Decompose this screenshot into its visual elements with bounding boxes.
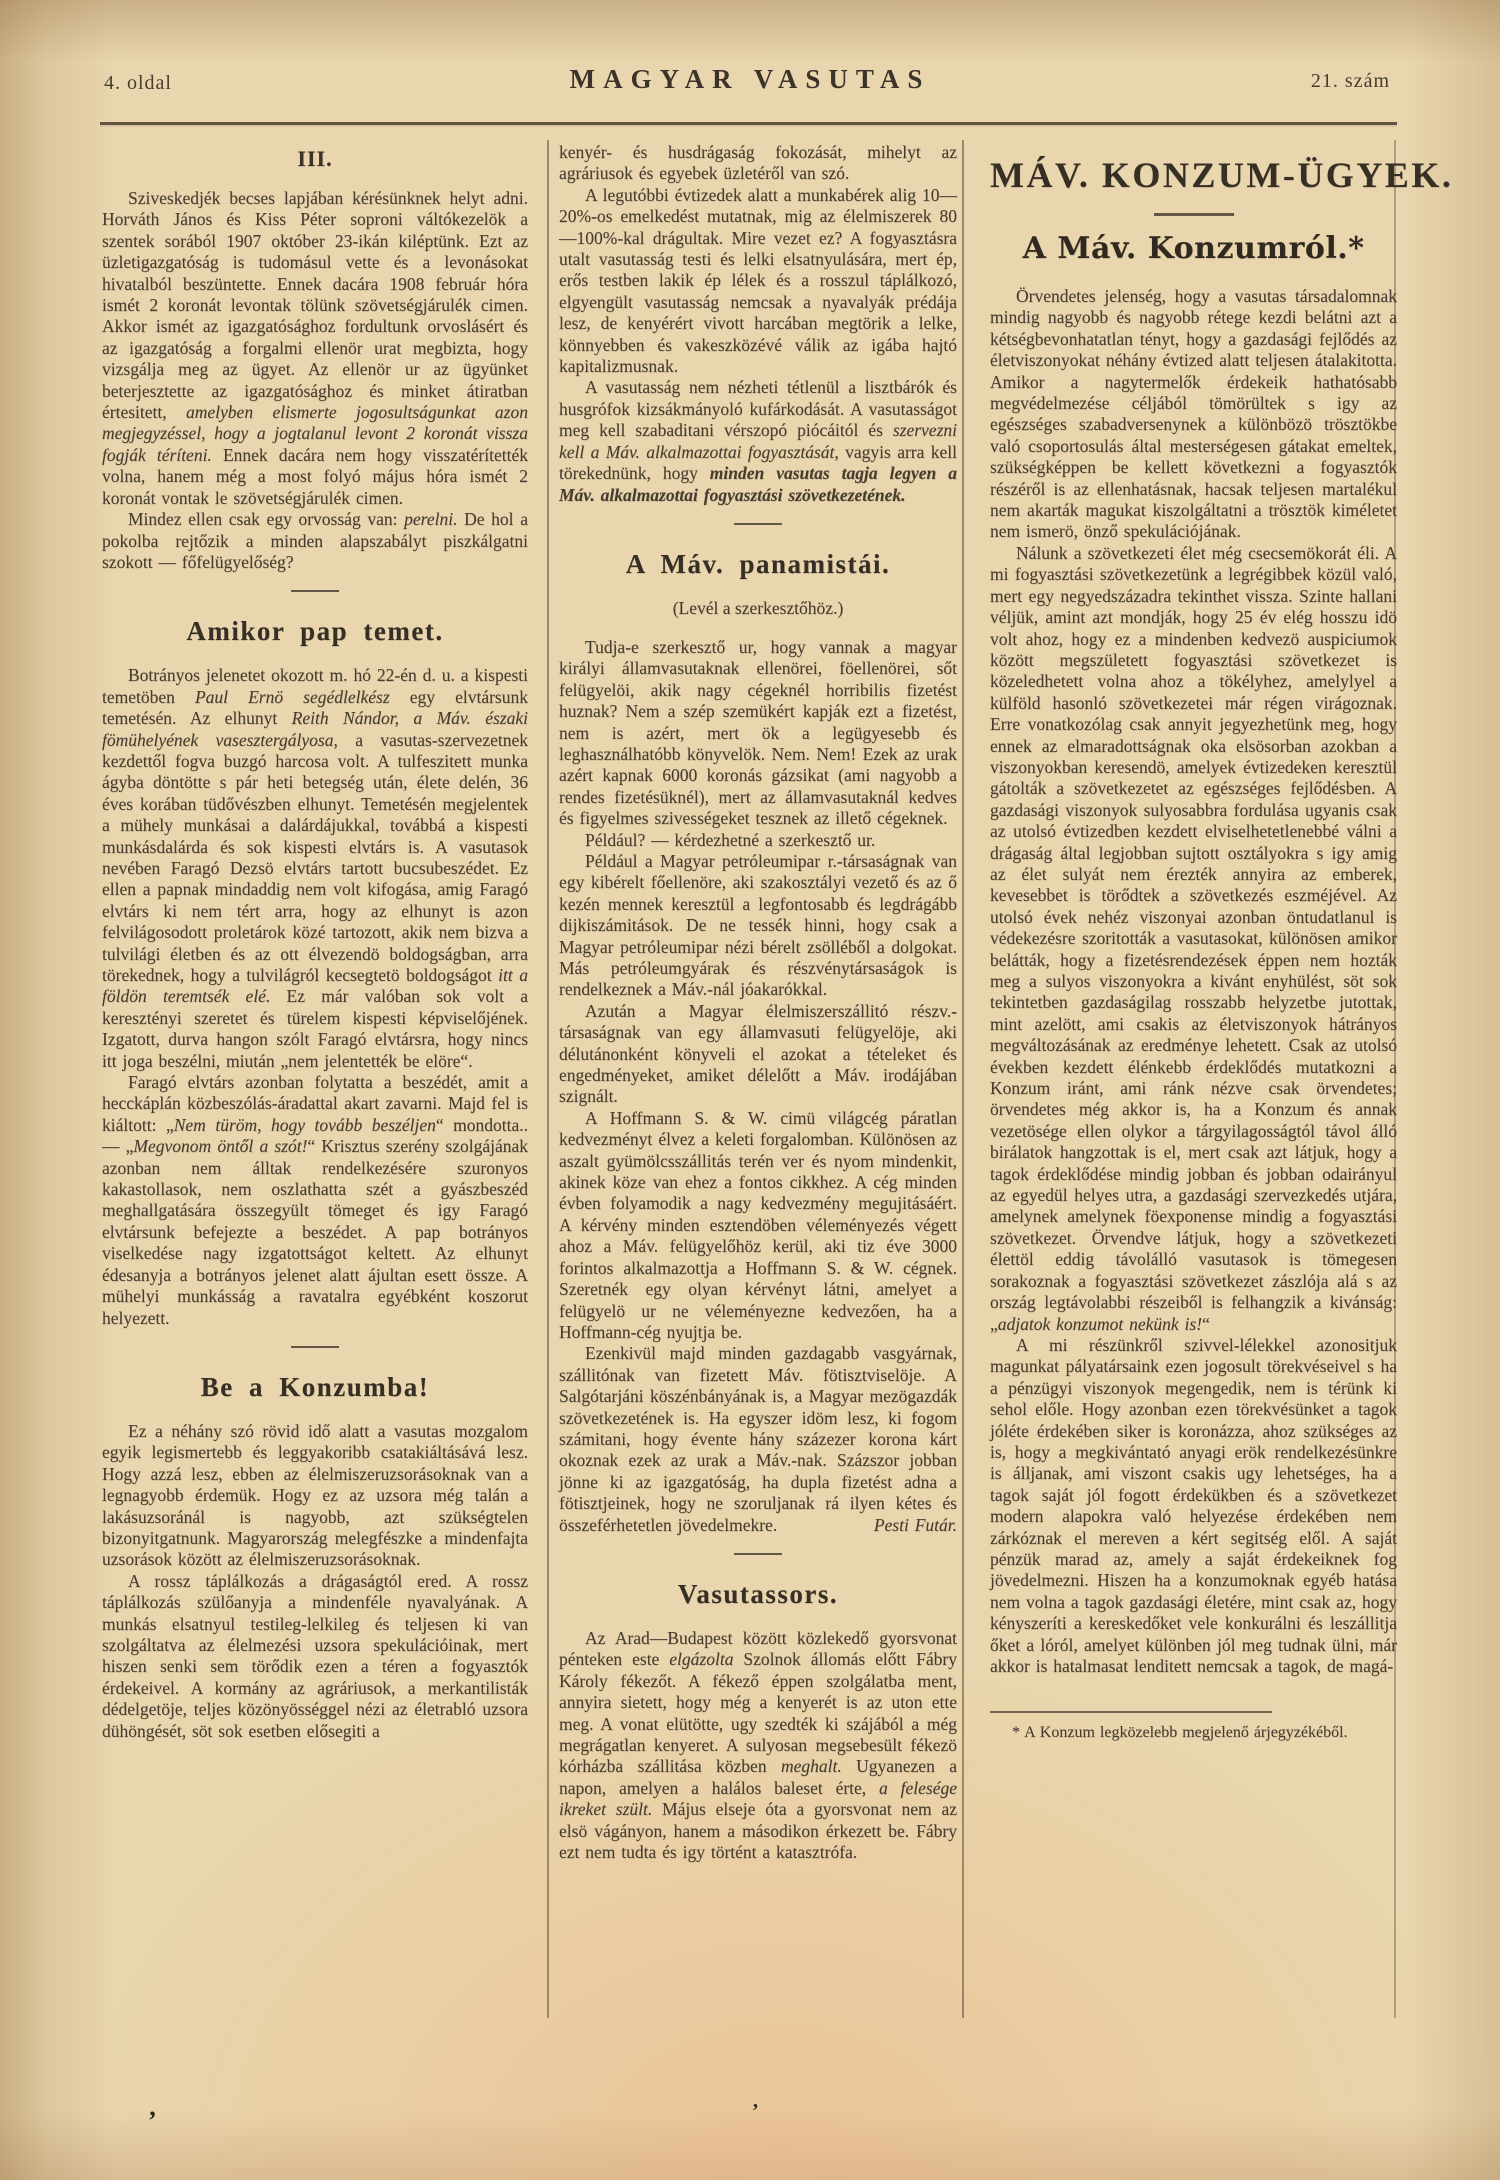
paragraph: Például? — kérdezhetné a szerkesztő ur. — [585, 829, 876, 850]
attribution: Pesti Futár. — [873, 1514, 957, 1535]
paragraph: Az Arad—Budapest között közlekedő gyorsvonat pénteken este elgázolta Szolnok állomás előtt Fábry Károly fékezőt. A fékező éppen szolgálatba ment, annyira sietett, hogy még a kenyerét is az uton ette meg. A vonat elütötte, ugy szedték ki szájából a még megrágatlan kenyeret. A sulyosan megsebesült fékezö kórházba szállitása közben meghalt. Ugyanezen a napon, amelyen a halálos baleset érte, a felesége ikreket szült. Május elseje óta a gyorsvonat nem az elsö vágányon, hanem a másodikon érkezett be. Fábry ezt nem tudta és igy történt a katasztrófa. — [559, 1627, 957, 1863]
paragraph: Azután a Magyar élelmiszerszállitó részv.-társaságnak van egy államvasuti felügyelöje, aki délutánonként könyveli el azokat a tételeket és engedményeket, amiket délelőtt a Máv. irodájában szignált. — [559, 1000, 957, 1107]
print-artifact: ’ — [752, 2100, 759, 2122]
header-rule — [100, 122, 1397, 125]
column-middle — [559, 142, 957, 1863]
paragraph: A Hoffmann S. & W. cimü világcég páratlan kedvezményt élvez a keleti forgalomban. Különösen az aszalt gyümölcsszállitás terén ver és nyom mindenkit, akinek köze van ehez a fontos cikkhez. A cég minden évben folyamodik a nagy kedvezmény megujitásáért. A kérvény minden esztendöben véleményezés végett ahoz a Máv. felügyelőhöz kerül, aki tiz éve 3000 forintos alkalmazottja a Hoffmann S. & W. cégnek. Szeretnék egy olyan kérvényt látni, amelyet a felügyelö ur ne véleményezne kedvezően, ha a Hoffmann-cég nyujtja be. — [559, 1107, 957, 1342]
fat-heading: A Máv. Konzumról.* — [1022, 231, 1365, 266]
main-heading: MÁV. KONZUM-ÜGYEK. — [990, 155, 1454, 195]
paragraph: Tudja-e szerkesztő ur, hogy vannak a magyar királyi államvasutaknak ellenörei, föellenörei, sőt felügyelöi, akik nagy cégeknél horribilis fizetést huznak? Nem a szép szemükért kapják ezt a fizetést, nem is azért, mert ök a legügyesebb és leghasználhatóbb könyvelök. Nem. Nem! Ezek az urak azért kapnak 6000 koronás gázsikat (ami nagyobb a rendes fizetésüknél), mert az államvasutaknál kedves és figyelmes szivességeket tesznek az illető cégeknek. — [559, 636, 957, 829]
paragraph: Faragó elvtárs azonban folytatta a beszédét, amit a hecckáplán közbeszólás-áradattal akart zavarni. Majd fel is kiáltott: „Nem türöm, hogy tovább beszéljen“ mondotta.. — „Megvonom öntől a szót!“ Krisztus szerény szolgájának azonban nem álltak rendelkezésére szuronyos kakastollasok, nem oszlathatta szét a gyászbeszéd meghallgatására összegyült tömeget és igy Faragó elvtársunk befejezte a beszédet. A pap botrányos viselkedése nagy izgatottságot keltett. Az elhunyt édesanyja a botrányos jelenet alatt ájultan esett össze. A mühelyi munkásság a ravatalra egyébként koszorut helyezett. — [102, 1072, 528, 1328]
paragraph: A vasutasság nem nézheti tétlenül a lisztbárók és husgrófok kizsákmányoló kufárkodását. A vasutasságot meg kell szabaditani vérszopó piócáitól és szervezni kell a Máv. alkalmazottai fogyasztását, vagyis arra kell törekednünk, hogy minden vasutas tagja legyen a Máv. alkalmazottai fogyasztási szövetkezetének. — [559, 377, 957, 505]
paragraph: Ez a néhány szó rövid idő alatt a vasutas mozgalom egyik legismertebb és leggyakoribb csatakiáltásává lesz. Hogy azzá lesz, ebben az élelmiszeruzsorásoknak van a legnagyobb érdemük. Hogy ez az uzsora még talán a lakásuzsoránál is nagyobb, azt szükségtelen bizonyitgatnunk. Magyarország melegfészke a mindenfajta uzsorások között az élelmiszeruzsorásoknak. — [102, 1420, 528, 1570]
separator — [734, 523, 782, 525]
paragraph: A legutóbbi évtizedek alatt a munkabérek alig 10—20%-os emelkedést mutatnak, mig az élelmiszerek 80—100%-kal drágultak. Mire vezet ez? A fogyasztásra utalt vasutasság testi és lelki elsatnyulására, mert ép, erős testben lakik ép lélek és a rosszul táplálkozó, elgyengült vasutasság nemcsak a nyavalyák prédája lesz, de kenyérért vivott harcában megtörik a lelke, könnyebben és vakeszközévé válik az igába hajtó kapitalizmusnak. — [559, 184, 957, 377]
paragraph: A rossz táplálkozás a drágaságtól ered. A rossz táplálkozás szülőanyja a mindenféle nyavalyának. A munkás elsatnyul testileg-lelkileg és teljesen ki van szolgáltatva az élelmezési uzsora spekulációinak, mert hiszen senki sem törődik ezen a téren a fogyasztók érdekeivel. A kormány az agráriusok, a merkantilisták dédelgetöje, teljes közönyösséggel nézi az életrabló uzsora dühöngését, söt sok esetben elősegiti a — [102, 1570, 528, 1741]
paragraph: Például a Magyar petróleumipar r.-társaságnak van egy kibérelt főellenöre, aki szakosztályi vezető és az ő kezén mennek keresztül a legfontosabb és legdrágább dijkiszámitások. De ne tessék hinni, hogy csak a Magyar petróleumipar nézi bérelt zsölléből a dolgokat. Más petróleumgyárak és részvénytársaságok is rendelkeznek a Máv.-nál jóakarókkal. — [559, 850, 957, 1000]
subheading: (Levél a szerkesztőhöz.) — [672, 597, 844, 618]
newspaper-title: MAGYAR VASUTAS — [569, 64, 931, 94]
paragraph: Nálunk a szövetkezeti élet még csecsemökorát éli. A mi fogyasztási szövetkezetünk a legrégibbek közül való, mert egy negyedszázadra tekinthet vissza. Szinte hallani véljük, amint azt mondják, hogy 25 év elég hosszu idö volt ahoz, hogy ez a mindenben kedvezö auspiciumok között megszületett fogyasztási szövetkezet is közeledhetett volna ahoz a tökélyhez, amelylyel a külföld hasonló szövetkezetei már régen virágoznak. Erre vonatkozólag csak annyit jegyezhetünk meg, hogy ennek az elmaradottságnak oka elsösorban azokban a viszonyokban keresendö, amelyek évtizedeken keresztül gátolták a szövetkezetet az egészséges fejlődésben. A gazdasági viszonyok sulyosabbra fordulása ugyanis csak az utolsó évtizedben kezdett elviselhetetlenebbé válni a drágaság által legjobban sujtott osztályokra s igy amig az élet sulyát nem érezték annyira az emberek, kevesebbet is törődtek a szövetkezés eszméjével. Az utolsó évek nehéz viszonyai azonban öntudatlanul is védekezésre szoritották a vasutasokat, különösen amikor belátták, hogy a fizetésrendezések éppen nem hozták meg a sulyos viszonyokra a kivánt enyhülést, söt sok tekintetben gazdaságilag rosszabb helyzetbe jutottak, mint azelött, ami csakis az életviszonyok hátrányos megváltozásának az eredménye lehetett. Csak az utolsó években kezdett élénkebb érdeklődés mutatkozni a Konzum iránt, ami ránk nézve csak örvendetes; örvendetes még akkor is, ha a Konzum és annak vezetösége ellen olykor a tárgyilagosságtól távol álló birálatok hangzottak is el, mert csak azt látjuk, hogy a tagok érdeklődése mindig jobban és jobban odairányul az egyedül helyes utra, a gazdasági szervezkedés utjára, amelynek amelynek föexponense mindig a fogyasztási szövetkezet. Örvendve látjuk, hogy a szövetkezeti élettöl eddig távolálló vasutasok is tömegesen sorakoznak a fogyasztási szövetkezet zászlója alá s az ország legtávolabbi részeiből is felhangzik a kivánság: „adjatok konzumot nekünk is!“ — [990, 542, 1397, 1334]
separator — [291, 1346, 339, 1348]
footnote: * A Konzum legközelebb megjelenő árjegyzékéből. — [1012, 1724, 1348, 1742]
paragraph: Ezenkivül majd minden gazdagabb vasgyárnak, szállitónak van fizetett Máv. fötisztviselöje. A Salgótarjáni köszénbányának is, a Magyar mezögazdák szövetkezetének is. Ha egyszer idöm lesz, ki fogom számitani, hogy évente hány százezer korona kárt okoznak ezek az urak a Máv.-nak. Százszor jobban jönne ki az igazgatóság, ha dupla fizetést adna a fötisztjeinek, hogy ne szoruljanak rá ilyen kétes és összeférhetetlen jövedelmekre. Pesti Futár. — [559, 1343, 957, 1535]
roman-heading: III. — [297, 146, 333, 171]
columns-container — [102, 142, 1454, 1863]
heading: Be a Konzumba! — [200, 1371, 430, 1402]
paragraph: Mindez ellen csak egy orvosság van: perelni. De hol a pokolba rejtőzik a minden alapszabályt piszkálgatni szokott — főfelügyelőség? — [102, 509, 528, 572]
column-right — [990, 142, 1454, 1863]
page-number-label: 4. oldal — [104, 72, 172, 94]
paragraph: Örvendetes jelenség, hogy a vasutas társadalomnak mindig nagyobb és nagyobb rétege kezdi belátni azt a kétségbevonhatatlan tényt, hogy a gazdasági fejlődés az életviszonyokat néhány évtized alatt teljesen átalakitotta. Amikor a nagytermelők érdekeik hathatósabb megvédelmezése céljából tömörültek s igy az egészséges szabadversenynek a különbözö trösztökbe való csoportosulás által mesterségesen gátakat emeltek, szükségképpen be kellett következni a fogyasztók részéről is az ellenhatásnak, hacsak teljesen martalékul nem akarták magukat kiszolgáltatni a trösztök kiméletet nem ismerö, önző spekulációjának. — [990, 286, 1397, 542]
footnote-rule — [990, 1711, 1272, 1713]
separator — [291, 590, 339, 592]
paragraph: kenyér- és husdrágaság fokozását, mihelyt az agráriusok és egyebek üzletéről van szó. — [559, 142, 957, 184]
separator — [734, 1553, 782, 1555]
heading: A Máv. panamistái. — [625, 548, 891, 579]
separator — [1154, 213, 1234, 216]
print-artifact: ’ — [148, 2106, 157, 2135]
column-left — [102, 142, 528, 1863]
issue-number-label: 21. szám — [1310, 70, 1390, 92]
heading: Amikor pap temet. — [186, 616, 444, 647]
paragraph: A mi részünkről szivvel-lélekkel azonositjuk magunkat pályatársaink ezen jogosult törekvéseivel s ha a pénzügyi viszonyok megengedik, nem is térünk ki sehol előle. Hogy azonban ezen törekvésünket a tagok jóléte érdekében siker is koronázza, ahoz szükséges az is, hogy a megkivántató anyagi erök rendelkezésünkre is álljanak, ami viszont csakis ugy lehetséges, ha a tagok saját jól fogott érdekükben és a szövetkezet modern alapokra való helyezése érdekében nem zárkóznak el mereven a kért segitség elől. A saját pénzük marad az, amely a saját érdekeiknek fog jövedelmezni. Hiszen ha a konzumoknak egyéb hatása nem volna a tagok gazdasági életére, mint csak az, hogy kényszeríti a kereskedőket vele konkurálni és leszállitja őket a lóról, amelyet különben jól meg tudnak ülni, már akkor is hatalmasat lenditett nemcsak a tagok, de magá- — [990, 1334, 1397, 1676]
paragraph: Botrányos jelenetet okozott m. hó 22-én d. u. a kispesti temetöben Paul Ernö segédlelkész egy elvtársunk temetésén. Az elhunyt Reith Nándor, a Máv. északi fömühelyének vasesztergályosa, a vasutas-szervezetnek kezdettől fogva buzgó harcosa volt. A tulfeszitett munka ágyba döntötte s pár heti betegség után, élete delén, 36 éves korában tüdővészben elhunyt. Temetésén megjelentek a mühely munkásai a dalárdájukkal, továbbá a kispesti munkásdalárda és sok kispesti elvtárs is. A vasutasok nevében Faragó Dezsö elvtárs tartott bucsubeszédet. Ez ellen a papnak mindaddig nem volt kifogása, amig Faragó elvtárs ki nem tért arra, hogy az elhunyt is azon felvilágosodott proletárok közé tartozott, akik nem bizva a tulvilági életben és az ott élvezendö boldogságban, arra törekednek, hogy a tulvilágról kecsegtetö boldogságot itt a földön teremtsék elé. Ez már valóban sok volt a keresztényi szeretet és türelem kispesti képviselőjének. Izgatott, durva hangon szólt Faragó elvtársra, hogy nincs itt joga beszélni, miután „nem jelentették be elöre“. — [102, 665, 528, 1071]
paragraph: Sziveskedjék becses lapjában kérésünknek helyt adni. Horváth János és Kiss Péter soproni váltókezelök a szentek sorából 1907 október 23-ikán kiléptünk. Ezt az üzletigazgatóság is tudomásul vette és a levonásokat hivatalból beszüntette. Ennek dacára 1908 február hóra ismét 2 koronát levontak tölünk szövetségjárulék cimen. Akkor ismét az igazgatósághoz fordultunk orvoslásért és az igazgatóság a forgalmi ellenör urat megbizta, hogy vizsgálja meg az ügyet. Az ellenör ur az ügyünket beterjesztette az igazgatósághoz és minket átiratban értesitett, amelyben elismerte jogosultságunkat azon megjegyzéssel, hogy a jogtalanul levont 2 koronát vissza fogják téríteni. Ennek dacára nem hogy visszatérítették volna, hanem még a most folyó május hóra ismét 2 koronát vontak le szövetségjárulék cimen. — [102, 188, 528, 508]
heading: Vasutassors. — [677, 1578, 839, 1609]
